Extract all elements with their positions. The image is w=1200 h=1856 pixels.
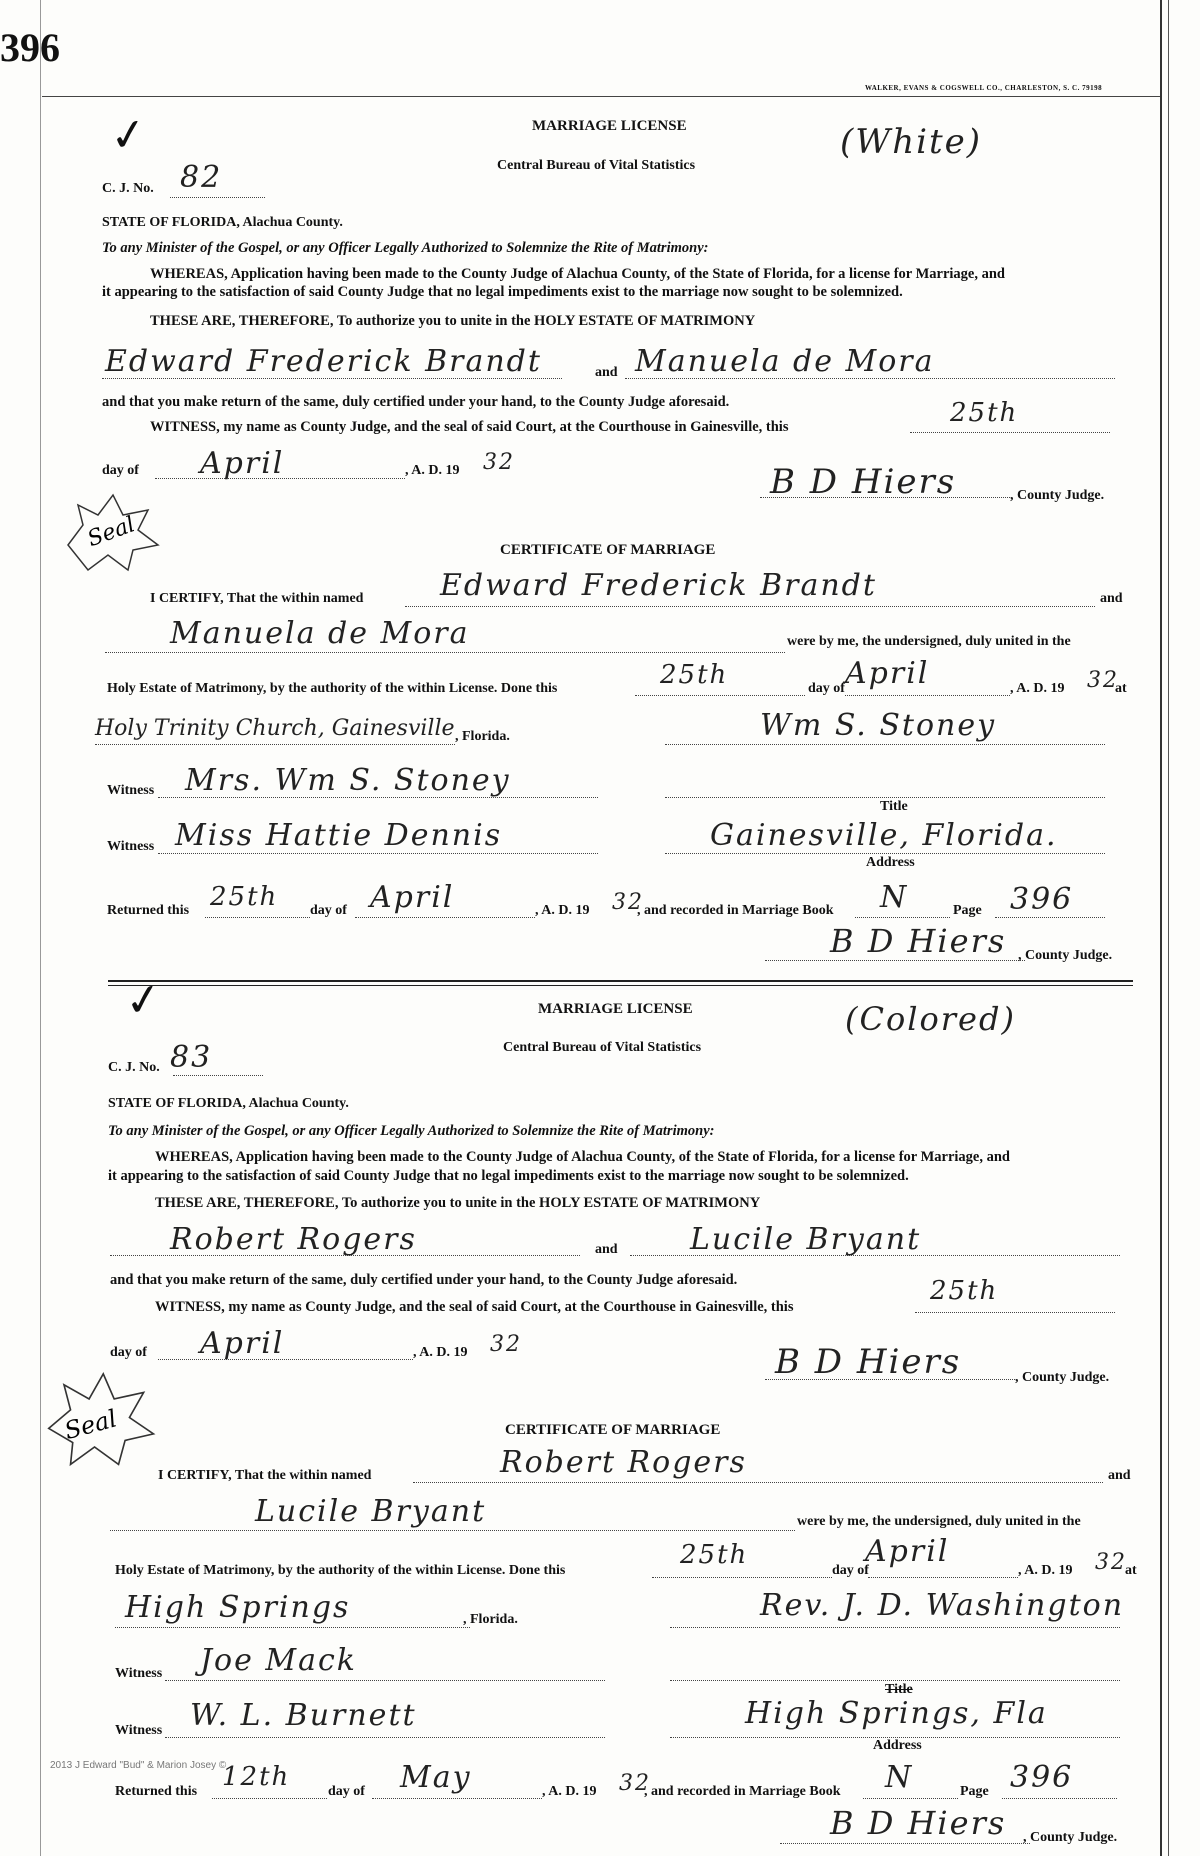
were-by-me: were by me, the undersigned, duly united in the bbox=[787, 634, 1071, 649]
ad-label: , A. D. 19 bbox=[405, 463, 460, 478]
done-month: April bbox=[865, 1534, 950, 1569]
groom-name: Robert Rogers bbox=[170, 1222, 417, 1257]
and-that: and that you make return of the same, duly certified under your hand, to the County Judge aforesaid. bbox=[110, 1272, 738, 1288]
witness-1: Mrs. Wm S. Stoney bbox=[185, 763, 511, 798]
bureau-label: Central Bureau of Vital Statistics bbox=[497, 158, 696, 173]
page-value: 396 bbox=[1010, 882, 1074, 917]
address-label: Address bbox=[873, 1738, 922, 1753]
returned-this: Returned this bbox=[115, 1784, 198, 1799]
marriage-place: Holy Trinity Church, Gainesville bbox=[95, 716, 455, 741]
returned-day-of: day of bbox=[310, 903, 347, 918]
record-divider bbox=[108, 980, 1133, 982]
done-month: April bbox=[845, 656, 930, 691]
these-are: THESE ARE, THEREFORE, To authorize you to unite in the HOLY ESTATE OF MATRIMONY bbox=[150, 313, 756, 329]
checkmark-icon: ✓ bbox=[106, 107, 151, 164]
title-label: Title bbox=[880, 799, 908, 814]
cert-bride: Lucile Bryant bbox=[255, 1494, 487, 1529]
witness-2: Miss Hattie Dennis bbox=[175, 818, 503, 853]
returned-day: 25th bbox=[210, 882, 279, 912]
seal-icon bbox=[58, 485, 168, 575]
officiant: Rev. J. D. Washington bbox=[760, 1588, 1125, 1623]
cj-no-value: 82 bbox=[180, 160, 223, 195]
page-label: Page bbox=[953, 903, 982, 918]
license-title: MARRIAGE LICENSE bbox=[532, 118, 687, 134]
to-any-minister: To any Minister of the Gospel, or any Officer Legally Authorized to Solemnize the Rite of Matrimony: bbox=[102, 240, 709, 256]
bride-name: Manuela de Mora bbox=[635, 344, 935, 379]
returned-year: 32 bbox=[612, 890, 644, 915]
license-month: April bbox=[200, 1326, 285, 1361]
returned-month: April bbox=[370, 880, 455, 915]
license-year: 32 bbox=[490, 1332, 522, 1357]
judge-signature: B D Hiers bbox=[775, 1342, 962, 1382]
return-judge-signature: B D Hiers bbox=[830, 922, 1007, 960]
cert-and-label: and bbox=[1108, 1468, 1131, 1483]
checkmark-icon: ✓ bbox=[121, 972, 166, 1029]
done-year: 32 bbox=[1087, 668, 1119, 693]
book-value: N bbox=[885, 1760, 914, 1795]
returned-month: May bbox=[400, 1760, 472, 1795]
ad-label: , A. D. 19 bbox=[413, 1345, 468, 1360]
to-any-minister: To any Minister of the Gospel, or any Officer Legally Authorized to Solemnize the Rite of Matrimony: bbox=[108, 1123, 715, 1139]
judge-signature: B D Hiers bbox=[770, 462, 957, 502]
whereas-line-2: it appearing to the satisfaction of said County Judge that no legal impediments exist to the marriage now sought to be solemnized. bbox=[102, 284, 903, 300]
cert-groom: Robert Rogers bbox=[500, 1445, 747, 1480]
done-day: 25th bbox=[680, 1540, 749, 1570]
holy-estate: Holy Estate of Matrimony, by the authority of the within License. Done this bbox=[107, 681, 558, 696]
witness-2: W. L. Burnett bbox=[190, 1698, 417, 1733]
page-number: 396 bbox=[0, 25, 60, 70]
seal-label: Seal bbox=[84, 512, 139, 553]
returned-day: 12th bbox=[222, 1762, 291, 1792]
witness-2-label: Witness bbox=[115, 1723, 163, 1738]
license-year: 32 bbox=[483, 450, 515, 475]
bride-name: Lucile Bryant bbox=[690, 1222, 922, 1257]
returned-ad: , A. D. 19 bbox=[542, 1784, 597, 1799]
witness-1: Joe Mack bbox=[200, 1643, 357, 1678]
ad-2-label: , A. D. 19 bbox=[1010, 681, 1065, 696]
witness-1-label: Witness bbox=[107, 783, 155, 798]
printer-imprint: WALKER, EVANS & COGSWELL CO., CHARLESTON, S. C. 79198 bbox=[865, 84, 1103, 92]
officiant-address: Gainesville, Florida. bbox=[710, 818, 1058, 853]
license-month: April bbox=[200, 446, 285, 481]
cert-groom: Edward Frederick Brandt bbox=[440, 568, 877, 603]
florida-label: , Florida. bbox=[463, 1612, 518, 1627]
ad-2-label: , A. D. 19 bbox=[1018, 1563, 1073, 1578]
title-label: Title bbox=[885, 1682, 913, 1697]
license-day: 25th bbox=[930, 1276, 999, 1306]
page-value: 396 bbox=[1010, 1760, 1074, 1795]
witness-my-name: WITNESS, my name as County Judge, and the seal of said Court, at the Courthouse in Gainesville, this bbox=[150, 419, 789, 435]
florida-label: , Florida. bbox=[455, 729, 510, 744]
and-that: and that you make return of the same, duly certified under your hand, to the County Judge aforesaid. bbox=[102, 394, 730, 410]
certificate-title: CERTIFICATE OF MARRIAGE bbox=[500, 542, 716, 558]
county-judge-label: , County Judge. bbox=[1015, 1370, 1110, 1385]
return-county-judge-label: , County Judge. bbox=[1023, 1830, 1118, 1845]
i-certify: I CERTIFY, That the within named bbox=[158, 1468, 372, 1483]
whereas-line-1: WHEREAS, Application having been made to the County Judge of Alachua County, of the State of Florida, for a license for Marriage, and bbox=[155, 1149, 1010, 1165]
returned-day-of: day of bbox=[328, 1784, 365, 1799]
holy-estate: Holy Estate of Matrimony, by the authority of the within License. Done this bbox=[115, 1563, 566, 1578]
day-of-label: day of bbox=[110, 1345, 147, 1360]
returned-ad: , A. D. 19 bbox=[535, 903, 590, 918]
officiant-address: High Springs, Fla bbox=[745, 1696, 1048, 1731]
were-by-me: were by me, the undersigned, duly united in the bbox=[797, 1514, 1081, 1529]
groom-name: Edward Frederick Brandt bbox=[105, 344, 542, 379]
page-label: Page bbox=[960, 1784, 989, 1799]
cert-and-label: and bbox=[1100, 591, 1123, 606]
returned-year: 32 bbox=[619, 1771, 651, 1796]
certificate-title: CERTIFICATE OF MARRIAGE bbox=[505, 1422, 721, 1438]
witness-my-name: WITNESS, my name as County Judge, and the seal of said Court, at the Courthouse in Gainesville, this bbox=[155, 1299, 794, 1315]
address-label: Address bbox=[866, 855, 915, 870]
recorded-label: , and recorded in Marriage Book bbox=[644, 1784, 841, 1799]
done-year: 32 bbox=[1095, 1550, 1127, 1575]
i-certify: I CERTIFY, That the within named bbox=[150, 591, 364, 606]
cj-no-label: C. J. No. bbox=[108, 1060, 160, 1075]
page-edge-left bbox=[40, 0, 41, 1856]
at-label: at bbox=[1115, 681, 1127, 696]
day-of-label: day of bbox=[102, 463, 139, 478]
witness-2-label: Witness bbox=[107, 839, 155, 854]
cj-no-value: 83 bbox=[170, 1040, 213, 1075]
at-label: at bbox=[1125, 1563, 1137, 1578]
state-label: STATE OF FLORIDA, Alachua County. bbox=[108, 1096, 349, 1111]
page-edge-right-inner bbox=[1168, 0, 1169, 1856]
top-rule bbox=[42, 96, 1160, 97]
return-county-judge-label: , County Judge. bbox=[1018, 948, 1113, 963]
witness-1-label: Witness bbox=[115, 1666, 163, 1681]
whereas-line-1: WHEREAS, Application having been made to the County Judge of Alachua County, of the State of Florida, for a license for Marriage, and bbox=[150, 266, 1005, 282]
day-of-2-label: day of bbox=[808, 681, 845, 696]
license-title: MARRIAGE LICENSE bbox=[538, 1001, 693, 1017]
cert-bride: Manuela de Mora bbox=[170, 616, 470, 651]
watermark: 2013 J Edward "Bud" & Marion Josey © bbox=[50, 1760, 227, 1771]
these-are: THESE ARE, THEREFORE, To authorize you to unite in the HOLY ESTATE OF MATRIMONY bbox=[155, 1195, 761, 1211]
license-day: 25th bbox=[950, 398, 1019, 428]
return-judge-signature: B D Hiers bbox=[830, 1804, 1007, 1842]
officiant: Wm S. Stoney bbox=[760, 708, 997, 743]
returned-this: Returned this bbox=[107, 903, 190, 918]
book-value: N bbox=[880, 880, 909, 915]
recorded-label: , and recorded in Marriage Book bbox=[637, 903, 834, 918]
whereas-line-2: it appearing to the satisfaction of said County Judge that no legal impediments exist to the marriage now sought to be solemnized. bbox=[108, 1168, 909, 1184]
seal-icon bbox=[40, 1365, 160, 1470]
and-label: and bbox=[595, 1242, 618, 1257]
state-label: STATE OF FLORIDA, Alachua County. bbox=[102, 215, 343, 230]
race-note: (White) bbox=[840, 122, 983, 162]
page-edge-right bbox=[1160, 0, 1162, 1856]
day-of-2-label: day of bbox=[832, 1563, 869, 1578]
seal-label: Seal bbox=[61, 1404, 120, 1446]
county-judge-label: , County Judge. bbox=[1010, 488, 1105, 503]
done-day: 25th bbox=[660, 660, 729, 690]
race-note: (Colored) bbox=[845, 1000, 1016, 1038]
cj-no-label: C. J. No. bbox=[102, 181, 154, 196]
bureau-label: Central Bureau of Vital Statistics bbox=[503, 1040, 702, 1055]
marriage-place: High Springs bbox=[125, 1590, 351, 1625]
and-label: and bbox=[595, 365, 618, 380]
